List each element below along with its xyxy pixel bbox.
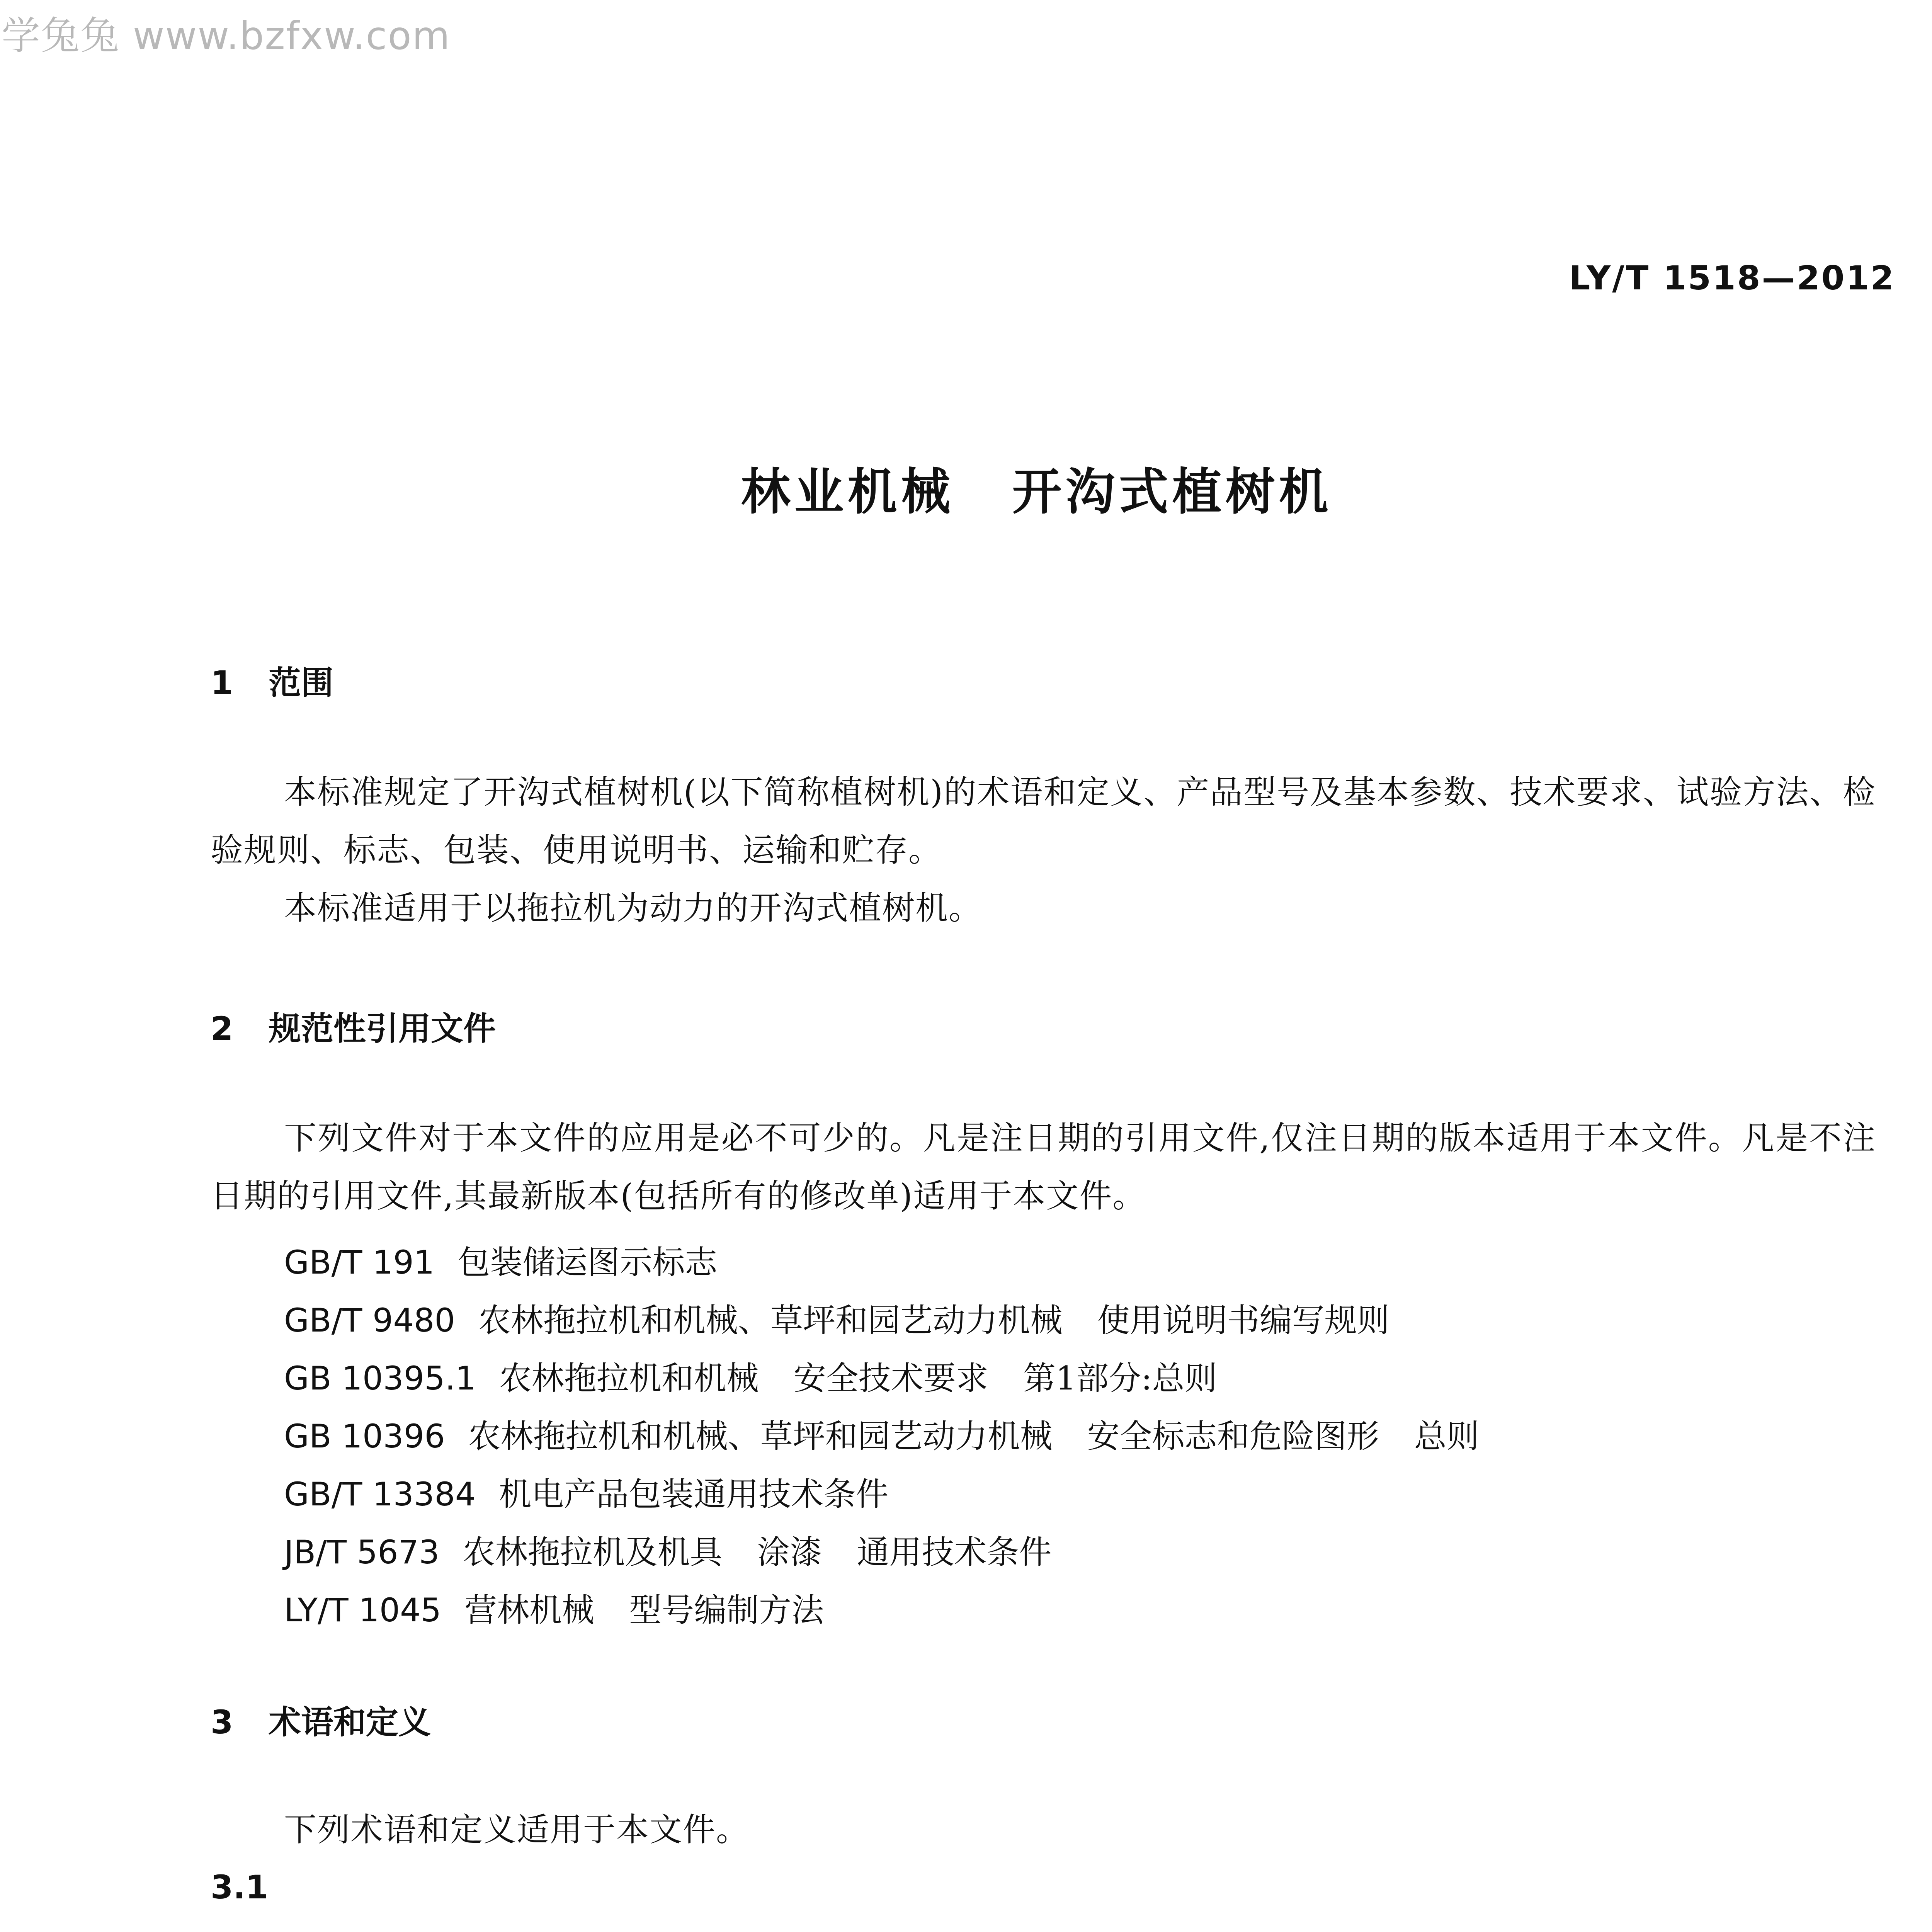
reference-title: 通用技术条件 (857, 1533, 1052, 1571)
section-title: 术语和定义 (269, 1703, 431, 1741)
reference-title: 第1部分:总则 (1023, 1359, 1217, 1397)
document-title (0, 452, 1932, 523)
watermark: 学兔兔 www.bzfxw.com (2, 13, 451, 58)
section-heading-normative (211, 1003, 496, 1049)
scope-paragraph-2: 本标准适用于以拖拉机为动力的开沟式植树机。 (284, 889, 982, 927)
reference-item (284, 1526, 1052, 1573)
section-title: 规范性引用文件 (269, 1010, 496, 1048)
reference-title: 型号编制方法 (629, 1591, 824, 1629)
reference-title: 农林拖拉机及机具 (463, 1533, 723, 1571)
term-number: 3.1 (211, 1868, 268, 1906)
reference-item (284, 1352, 1217, 1399)
reference-code: GB/T 191 (284, 1243, 435, 1281)
reference-title: 总则 (1414, 1417, 1479, 1455)
reference-title: 涂漆 (757, 1533, 822, 1571)
section-number: 3 (211, 1703, 233, 1741)
section-heading-terms (211, 1696, 431, 1743)
reference-code: LY/T 1045 (284, 1591, 442, 1629)
reference-code: JB/T 5673 (284, 1533, 440, 1571)
reference-code: GB 10395.1 (284, 1359, 476, 1397)
term-name (284, 1926, 898, 1932)
reference-code: GB/T 13384 (284, 1475, 476, 1513)
reference-title: 使用说明书编写规则 (1097, 1301, 1389, 1339)
reference-item (284, 1584, 824, 1631)
normative-intro: 下列文件对于本文件的应用是必不可少的。凡是注日期的引用文件,仅注日期的版本适用于本文件。凡是不注日期的引用文件,其最新版本(包括所有的修改单)适用于本文件。 (211, 1119, 1876, 1215)
reference-title: 农林拖拉机和机械、草坪和园艺动力机械 (468, 1417, 1053, 1455)
reference-item (284, 1410, 1479, 1457)
section-title: 范围 (269, 664, 334, 702)
reference-title: 安全技术要求 (793, 1359, 988, 1397)
reference-title: 安全标志和危险图形 (1087, 1417, 1379, 1455)
scope-paragraph-1: 本标准规定了开沟式植树机(以下简称植树机)的术语和定义、产品型号及基本参数、技术要求、试验方法、检验规则、标志、包装、使用说明书、运输和贮存。 (211, 773, 1876, 869)
reference-code: GB 10396 (284, 1417, 445, 1455)
section-heading-scope (211, 657, 333, 704)
section-number: 2 (211, 1010, 233, 1048)
reference-title: 机电产品包装通用技术条件 (499, 1475, 889, 1513)
reference-item (284, 1236, 717, 1283)
reference-title: 包装储运图示标志 (457, 1243, 718, 1281)
reference-title: 营林机械 (464, 1591, 595, 1629)
terms-intro: 下列术语和定义适用于本文件。 (284, 1811, 750, 1849)
title-part-2: 开沟式植树机 (1012, 463, 1332, 521)
reference-item (284, 1468, 888, 1515)
reference-title: 农林拖拉机和机械 (499, 1359, 759, 1397)
title-part-1: 林业机械 (741, 463, 954, 521)
reference-item (284, 1294, 1389, 1341)
standard-code: LY/T 1518—2012 (1569, 259, 1895, 298)
reference-title: 农林拖拉机和机械、草坪和园艺动力机械 (478, 1301, 1063, 1339)
reference-code: GB/T 9480 (284, 1301, 455, 1339)
section-number: 1 (211, 664, 233, 702)
